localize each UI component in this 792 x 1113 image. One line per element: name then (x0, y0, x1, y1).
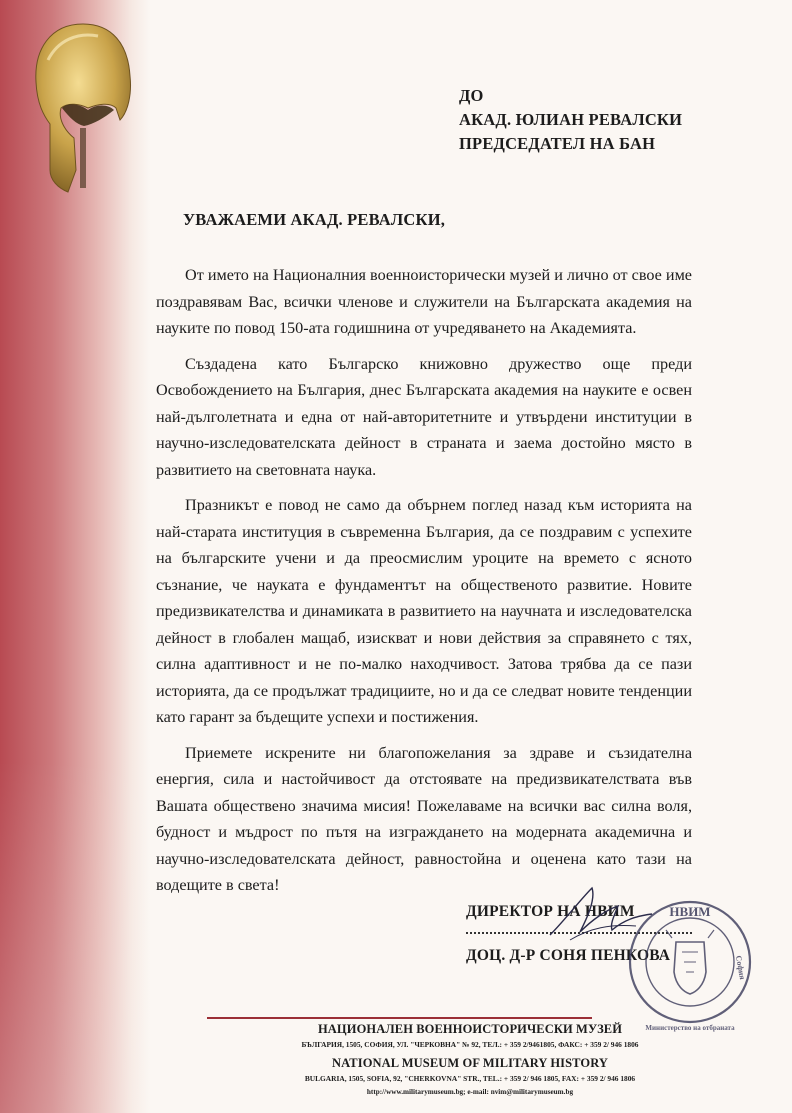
body-paragraph-4: Приемете искрените ни благопожелания за здраве и съзидателна енергия, сила и настойчивост да отстоявате на предизвикателствата във Вашата обществено значима мисия! Пожелаваме на всички вас силна воля, будност и мъдрост по пътя на изграждането на модерната академична и научно-изследователската дейност, равностойна и оценена като тази на водещите в света! (156, 743, 692, 894)
corinthian-helmet-logo (28, 20, 138, 200)
footer-museum-name-en: NATIONAL MUSEUM OF MILITARY HISTORY (331, 1056, 609, 1070)
addressee-to: ДО (459, 86, 484, 105)
body-paragraph-2: Създадена като Българско книжовно дружество още преди Освобождението на България, днес Българската академия на науките е освен най-дълголетната и една от най-авторитетните и утвърдени институции в научно-изследователската дейност в страната и заема достойно място в развитието на световната наука. (156, 354, 692, 479)
addressee-block (459, 84, 682, 156)
footer-divider (207, 1017, 592, 1019)
addressee-name: АКАД. ЮЛИАН РЕВАЛСКИ (459, 110, 683, 129)
footer-address-en: BULGARIA, 1505, SOFIA, 92, "CHERKOVNA" STR., TEL.: + 359 2/ 946 1805, FAX: + 359 2/ 946 1806 (304, 1074, 636, 1083)
stamp-city: София (733, 954, 747, 981)
stamp-ring-text: Министерство на отбраната (645, 1024, 735, 1032)
salutation: УВАЖАЕМИ АКАД. РЕВАЛСКИ, (183, 210, 446, 229)
official-stamp (626, 882, 754, 1042)
footer-address-bg: БЪЛГАРИЯ, 1505, СОФИЯ, УЛ. "ЧЕРКОВНА" № 92, ТЕЛ.: + 359 2/9461805, ФАКС: + 359 2/ 946 1806 (301, 1040, 639, 1049)
signatory-title: ДИРЕКТОР НА НВИМ (466, 903, 635, 920)
stamp-abbr: НВИМ (669, 904, 711, 919)
signatory-name: ДОЦ. Д-Р СОНЯ ПЕНКОВА (466, 947, 671, 964)
body-paragraph-1: От името на Националния военноисторически музей и лично от свое име поздравявам Вас, всички членове и служители на Българската академия на науките по повод 150-ата годишнина от учредяването на Академията. (156, 266, 692, 337)
decorative-band-fade (0, 760, 150, 1113)
addressee-position: ПРЕДСЕДАТЕЛ НА БАН (459, 134, 656, 153)
footer-museum-name-bg: НАЦИОНАЛЕН ВОЕННОИСТОРИЧЕСКИ МУЗЕЙ (317, 1022, 623, 1036)
footer-web-email: http://www.militarymuseum.bg; e-mail: nvim@militarymuseum.bg (366, 1088, 574, 1096)
body-paragraph-3: Празникът е повод не само да обърнем поглед назад към историята на най-старата институция в съвременна България, да се поздравим с успехите на българските учени и да преосмислим уроците на времето с ясното съзнание, че науката е фундаментът на общественото развитие. Новите предизвикателства и динамиката в развитието на научната и изследователска дейност в глобален мащаб, изискват и нови действия за справянето с тях, силна адаптивност и не по-малко находчивост. Затова трябва да се пази историята, да се продължат традициите, но и да се следват новите тенденции като гарант за бъдещите успехи и постижения. (156, 496, 692, 726)
letter-body (156, 262, 692, 908)
